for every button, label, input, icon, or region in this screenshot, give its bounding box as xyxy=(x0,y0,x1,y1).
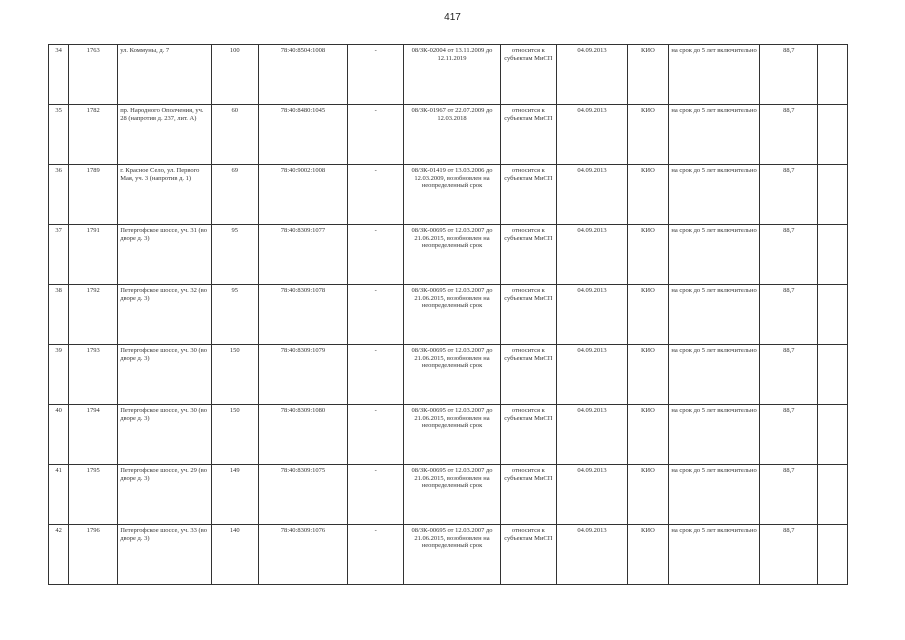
object-id-cell: 1793 xyxy=(69,345,118,405)
agency-code-cell: КИО xyxy=(628,465,669,525)
dash-cell: - xyxy=(348,465,404,525)
lease-term-cell: на срок до 5 лет включительно xyxy=(668,345,760,405)
cadastral-number-cell: 78:40:8309:1078 xyxy=(258,285,348,345)
address-cell: Петергофское шоссе, уч. 30 (во дворе д. 3) xyxy=(118,345,212,405)
cadastral-number-cell: 78:40:8309:1080 xyxy=(258,405,348,465)
date-cell: 04.09.2013 xyxy=(556,165,627,225)
page-number: 417 xyxy=(444,12,461,23)
agency-code-cell: КИО xyxy=(628,405,669,465)
row-number-cell: 37 xyxy=(49,225,69,285)
subject-status-cell: относится к субъектам МиСП xyxy=(500,105,556,165)
value-cell: 88,7 xyxy=(760,405,818,465)
agency-code-cell: КИО xyxy=(628,345,669,405)
lease-term-cell: на срок до 5 лет включительно xyxy=(668,465,760,525)
subject-status-cell: относится к субъектам МиСП xyxy=(500,525,556,585)
value-cell: 88,7 xyxy=(760,225,818,285)
lease-term-cell: на срок до 5 лет включительно xyxy=(668,165,760,225)
date-cell: 04.09.2013 xyxy=(556,45,627,105)
object-id-cell: 1763 xyxy=(69,45,118,105)
empty-cell xyxy=(818,105,848,165)
lease-document-cell: 08/ЗК-00695 от 12.03.2007 до 21.06.2015, возобновлен на неопределенный срок xyxy=(404,225,501,285)
table-row xyxy=(49,465,848,525)
object-id-cell: 1796 xyxy=(69,525,118,585)
row-number-cell: 42 xyxy=(49,525,69,585)
table-row xyxy=(49,345,848,405)
value-cell: 88,7 xyxy=(760,165,818,225)
date-cell: 04.09.2013 xyxy=(556,525,627,585)
subject-status-cell: относится к субъектам МиСП xyxy=(500,345,556,405)
dash-cell: - xyxy=(348,345,404,405)
value-cell: 88,7 xyxy=(760,45,818,105)
date-cell: 04.09.2013 xyxy=(556,345,627,405)
lease-term-cell: на срок до 5 лет включительно xyxy=(668,285,760,345)
address-cell: г. Красное Село, ул. Первого Мая, уч. 3 (напротив д. 1) xyxy=(118,165,212,225)
subject-status-cell: относится к субъектам МиСП xyxy=(500,225,556,285)
empty-cell xyxy=(818,225,848,285)
table-row xyxy=(49,225,848,285)
lease-term-cell: на срок до 5 лет включительно xyxy=(668,525,760,585)
lease-document-cell: 08/ЗК-01419 от 13.03.2006 до 12.03.2009, возобновлен на неопределенный срок xyxy=(404,165,501,225)
subject-status-cell: относится к субъектам МиСП xyxy=(500,165,556,225)
row-number-cell: 40 xyxy=(49,405,69,465)
dash-cell: - xyxy=(348,405,404,465)
area-cell: 95 xyxy=(211,285,258,345)
lease-document-cell: 08/ЗК-01967 от 22.07.2009 до 12.03.2018 xyxy=(404,105,501,165)
area-cell: 100 xyxy=(211,45,258,105)
object-id-cell: 1794 xyxy=(69,405,118,465)
empty-cell xyxy=(818,405,848,465)
cadastral-number-cell: 78:40:8309:1075 xyxy=(258,465,348,525)
row-number-cell: 41 xyxy=(49,465,69,525)
lease-document-cell: 08/ЗК-00695 от 12.03.2007 до 21.06.2015, возобновлен на неопределенный срок xyxy=(404,465,501,525)
dash-cell: - xyxy=(348,45,404,105)
lease-term-cell: на срок до 5 лет включительно xyxy=(668,405,760,465)
object-id-cell: 1791 xyxy=(69,225,118,285)
row-number-cell: 38 xyxy=(49,285,69,345)
empty-cell xyxy=(818,45,848,105)
area-cell: 140 xyxy=(211,525,258,585)
row-number-cell: 35 xyxy=(49,105,69,165)
subject-status-cell: относится к субъектам МиСП xyxy=(500,405,556,465)
lease-term-cell: на срок до 5 лет включительно xyxy=(668,225,760,285)
subject-status-cell: относится к субъектам МиСП xyxy=(500,45,556,105)
agency-code-cell: КИО xyxy=(628,525,669,585)
cadastral-number-cell: 78:40:8309:1076 xyxy=(258,525,348,585)
value-cell: 88,7 xyxy=(760,465,818,525)
area-cell: 60 xyxy=(211,105,258,165)
value-cell: 88,7 xyxy=(760,105,818,165)
value-cell: 88,7 xyxy=(760,285,818,345)
object-id-cell: 1795 xyxy=(69,465,118,525)
table-row xyxy=(49,285,848,345)
row-number-cell: 36 xyxy=(49,165,69,225)
lease-document-cell: 08/ЗК-00695 от 12.03.2007 до 21.06.2015, возобновлен на неопределенный срок xyxy=(404,525,501,585)
row-number-cell: 39 xyxy=(49,345,69,405)
empty-cell xyxy=(818,165,848,225)
area-cell: 150 xyxy=(211,405,258,465)
agency-code-cell: КИО xyxy=(628,165,669,225)
area-cell: 150 xyxy=(211,345,258,405)
property-table xyxy=(48,44,848,585)
agency-code-cell: КИО xyxy=(628,105,669,165)
area-cell: 149 xyxy=(211,465,258,525)
agency-code-cell: КИО xyxy=(628,225,669,285)
address-cell: ул. Коммуны, д. 7 xyxy=(118,45,212,105)
table-row xyxy=(49,165,848,225)
address-cell: Петергофское шоссе, уч. 30 (во дворе д. 3) xyxy=(118,405,212,465)
address-cell: Петергофское шоссе, уч. 32 (во дворе д. 3) xyxy=(118,285,212,345)
lease-document-cell: 08/ЗК-00695 от 12.03.2007 до 21.06.2015, возобновлен на неопределенный срок xyxy=(404,285,501,345)
dash-cell: - xyxy=(348,525,404,585)
cadastral-number-cell: 78:40:8309:1079 xyxy=(258,345,348,405)
table-row xyxy=(49,45,848,105)
cadastral-number-cell: 78:40:8480:1045 xyxy=(258,105,348,165)
area-cell: 69 xyxy=(211,165,258,225)
date-cell: 04.09.2013 xyxy=(556,465,627,525)
table-row xyxy=(49,105,848,165)
area-cell: 95 xyxy=(211,225,258,285)
lease-document-cell: 08/ЗК-00695 от 12.03.2007 до 21.06.2015, возобновлен на неопределенный срок xyxy=(404,345,501,405)
object-id-cell: 1782 xyxy=(69,105,118,165)
date-cell: 04.09.2013 xyxy=(556,225,627,285)
row-number-cell: 34 xyxy=(49,45,69,105)
empty-cell xyxy=(818,345,848,405)
object-id-cell: 1789 xyxy=(69,165,118,225)
cadastral-number-cell: 78:40:8309:1077 xyxy=(258,225,348,285)
agency-code-cell: КИО xyxy=(628,285,669,345)
cadastral-number-cell: 78:40:9002:1008 xyxy=(258,165,348,225)
lease-term-cell: на срок до 5 лет включительно xyxy=(668,105,760,165)
date-cell: 04.09.2013 xyxy=(556,105,627,165)
agency-code-cell: КИО xyxy=(628,45,669,105)
dash-cell: - xyxy=(348,165,404,225)
dash-cell: - xyxy=(348,225,404,285)
table-row xyxy=(49,405,848,465)
dash-cell: - xyxy=(348,285,404,345)
subject-status-cell: относится к субъектам МиСП xyxy=(500,285,556,345)
dash-cell: - xyxy=(348,105,404,165)
table-body xyxy=(49,45,848,585)
cadastral-number-cell: 78:40:8504:1008 xyxy=(258,45,348,105)
address-cell: пр. Народного Ополчения, уч. 28 (напротив д. 237, лит. А) xyxy=(118,105,212,165)
address-cell: Петергофское шоссе, уч. 31 (во дворе д. 3) xyxy=(118,225,212,285)
value-cell: 88,7 xyxy=(760,525,818,585)
lease-document-cell: 08/ЗК-00695 от 12.03.2007 до 21.06.2015, возобновлен на неопределенный срок xyxy=(404,405,501,465)
empty-cell xyxy=(818,525,848,585)
subject-status-cell: относится к субъектам МиСП xyxy=(500,465,556,525)
address-cell: Петергофское шоссе, уч. 33 (во дворе д. 3) xyxy=(118,525,212,585)
date-cell: 04.09.2013 xyxy=(556,285,627,345)
value-cell: 88,7 xyxy=(760,345,818,405)
object-id-cell: 1792 xyxy=(69,285,118,345)
table-row xyxy=(49,525,848,585)
lease-document-cell: 08/ЗК-02004 от 13.11.2009 до 12.11.2019 xyxy=(404,45,501,105)
empty-cell xyxy=(818,285,848,345)
empty-cell xyxy=(818,465,848,525)
address-cell: Петергофское шоссе, уч. 29 (во дворе д. 3) xyxy=(118,465,212,525)
date-cell: 04.09.2013 xyxy=(556,405,627,465)
lease-term-cell: на срок до 5 лет включительно xyxy=(668,45,760,105)
